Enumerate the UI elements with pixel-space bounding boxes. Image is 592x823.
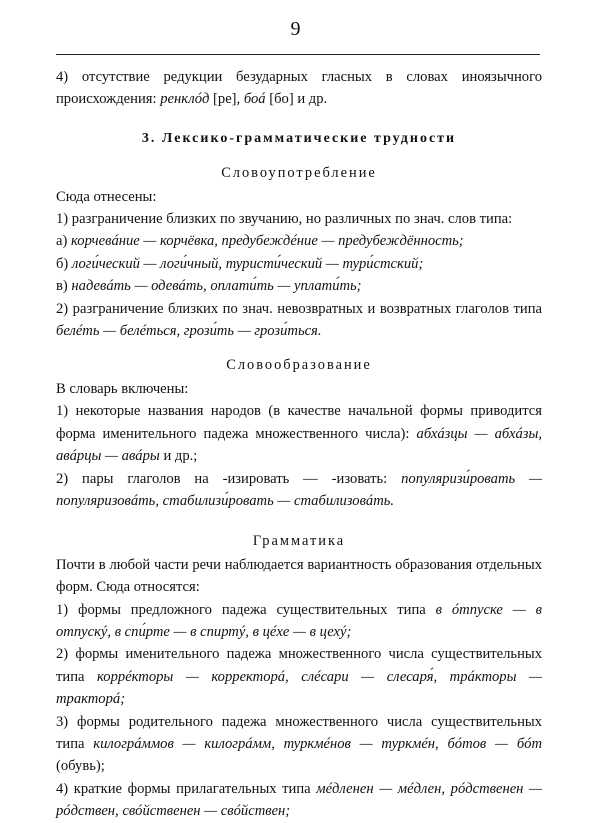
text-run: [ре], — [209, 91, 244, 108]
usage-item-b — [56, 253, 542, 275]
example-word: боá — [243, 91, 266, 108]
usage-item-2 — [56, 298, 542, 343]
example-words: абхáзцы — абхáзы, авáрцы — авáры — [56, 425, 542, 465]
grammar-lead: Почти в любой части речи наблюдается вариантность образования отдельных форм. Сюда относятся: — [56, 556, 542, 596]
subsection-title-wordformation: Словообразование — [226, 357, 372, 374]
example-words: килогрáммов — килогрáмм, туркмéнов — туркмéн, бóтов — бóт — [93, 735, 542, 752]
example-words: надевáть — одевáть, оплати́ть — уплати́ть; — [71, 278, 362, 295]
text-run: 4) отсутствие редукции безударных гласных в словах иноязычного происхождения: — [56, 69, 542, 108]
wordformation-item-2 — [56, 468, 542, 513]
page-content — [56, 66, 542, 823]
example-words: в óтпуске — в отпускý, в спи́рте — в спиртý, в цéхе — в цехý; — [56, 601, 542, 640]
example-words: мéдленен — мéдлен, рóдственен — рóдствен, свóйственен — свóйствен; — [56, 780, 542, 820]
example-words: корчевáние — корчёвка, предубеждéние — предубеждённость; — [71, 233, 464, 250]
text-run: в) — [56, 278, 72, 295]
intro-item-4 — [56, 66, 542, 111]
text-run: 1) некоторые названия народов (в качестве начальной формы приводится форма именительного падежа множественного числа): — [56, 403, 542, 442]
example-words: популяризи́ровать — популяризовáть, стабилизи́ровать — стабилизовáть. — [56, 470, 542, 509]
example-words: белéть — белéться, грози́ть — грози́ться. — [56, 323, 322, 340]
page-number: 9 — [290, 18, 302, 40]
grammar-item-3 — [56, 711, 542, 778]
text-run: а) — [56, 233, 71, 250]
text-run: 4) краткие формы прилагательных типа — [56, 780, 317, 797]
wordformation-lead: В словарь включены: — [56, 380, 189, 397]
grammar-item-1 — [56, 599, 542, 644]
text-run: б) — [56, 255, 72, 272]
text-run: (обувь); — [56, 758, 105, 775]
usage-item-1: 1) разграничение близких по звучанию, но различных по знач. слов типа: — [56, 211, 513, 228]
subsection-title-usage: Словоупотребление — [221, 165, 377, 182]
text-run: 2) формы именительного падежа множественного числа существительных типа — [56, 646, 542, 685]
text-run: 2) разграничение близких по знач. невозвратных и возвратных глаголов типа — [56, 300, 542, 317]
grammar-item-2 — [56, 643, 542, 710]
header-rule — [56, 54, 540, 55]
example-word: ренклóд — [160, 91, 210, 108]
usage-lead: Сюда отнесены: — [56, 188, 157, 205]
example-words: коррéкторы — корректорá, слéсари — слесаря́, трáкторы — тракторá; — [56, 668, 542, 708]
text-run: [бо] и др. — [265, 91, 328, 108]
usage-item-c — [56, 275, 542, 297]
text-run: и др.; — [159, 448, 198, 465]
usage-item-a — [56, 230, 542, 252]
text-run: 1) формы предложного падежа существительных типа — [56, 601, 436, 618]
subsection-title-grammar: Грамматика — [252, 533, 346, 550]
text-run: 2) пары глаголов на -изировать — -изовать: — [56, 470, 402, 487]
text-run: 3) формы родительного падежа множественного числа существительных типа — [56, 713, 542, 752]
wordformation-item-1 — [56, 400, 542, 467]
section-title: 3. Лексико-грамматические трудности — [141, 130, 457, 146]
example-words: логи́ческий — логи́чный, туристи́ческий — тури́стский; — [71, 255, 424, 272]
grammar-item-4 — [56, 778, 542, 823]
